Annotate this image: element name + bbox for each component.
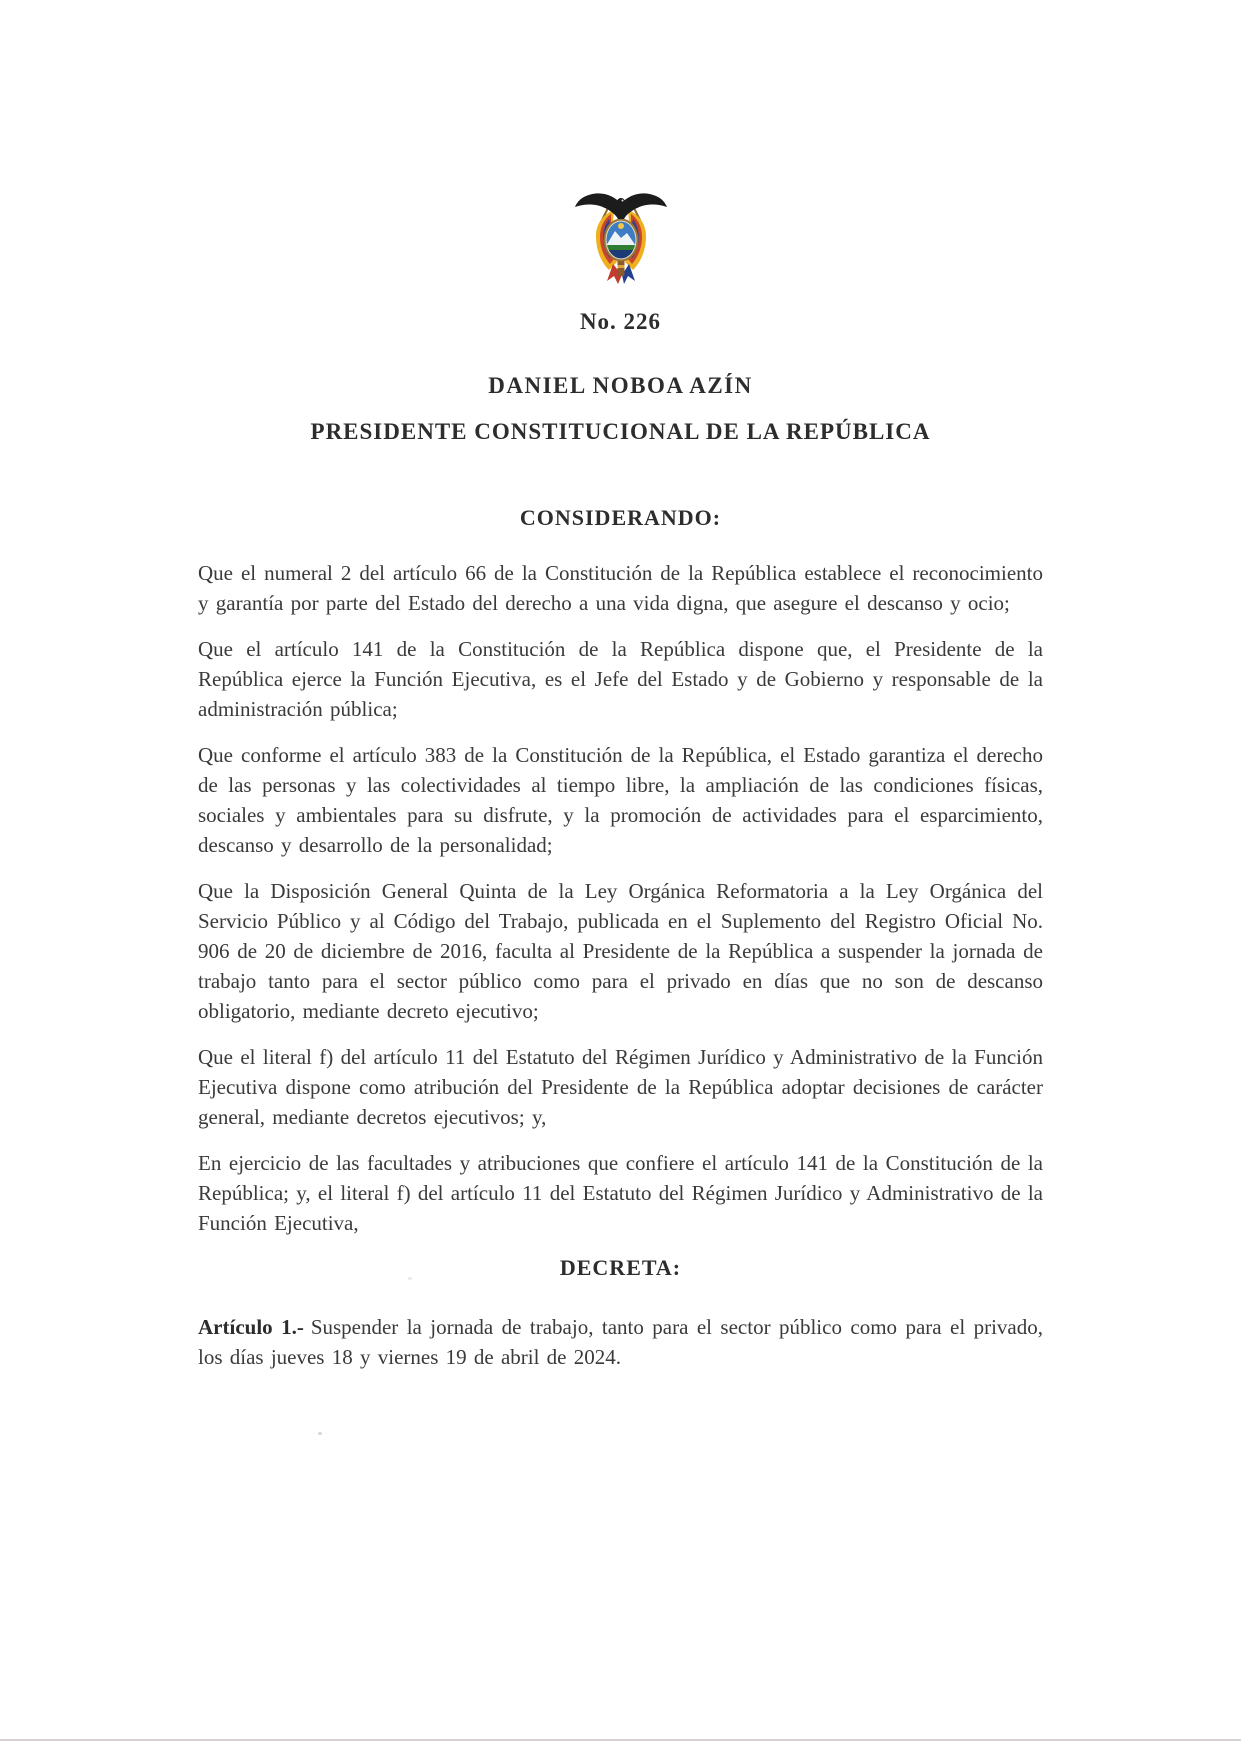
considering-clause: Que la Disposición General Quinta de la Ley Orgánica Reformatoria a la Ley Orgánica del Servicio Público y al Código del Trabajo, publicada en el Suplemento del Registro Oficial No. 906 de 20 de diciembre de 2016, faculta al Presidente de la República a suspender la jornada de trabajo tanto para el sector público como para el privado en días que no son de descanso obligatorio, mediante decreto ejecutivo; [198,879,1043,1023]
article-1 [198,1312,1043,1372]
considering-clause: Que conforme el artículo 383 de la Constitución de la República, el Estado garantiza el derecho de las personas y las colectividades al tiempo libre, la ampliación de las condiciones físicas, sociales y ambientales para su disfrute, y la promoción de actividades para el esparcimiento, descanso y desarrollo de la personalidad; [198,743,1043,857]
decree-number: No. 226 [579,309,662,334]
decree-heading: DECRETA: [559,1255,682,1280]
considering-clause: Que el artículo 141 de la Constitución de la República dispone que, el Presidente de la República ejerce la Función Ejecutiva, es el Jefe del Estado y de Gobierno y responsable de la administración pública; [198,637,1043,721]
considering-heading: CONSIDERANDO: [519,505,722,530]
considering-clause: En ejercicio de las facultades y atribuciones que confiere el artículo 141 de la Constitución de la República; y, el literal f) del artículo 11 del Estatuto del Régimen Jurídico y Administrativo de la Función Ejecutiva, [198,1151,1043,1235]
article-1-label: Artículo 1.- [198,1315,304,1339]
condor-icon [575,193,667,219]
considering-clauses [198,558,1043,1238]
ecuador-coat-of-arms [573,188,669,288]
scan-speck [318,1432,322,1435]
coat-of-arms-icon [573,188,669,288]
article-1-text: Suspender la jornada de trabajo, tanto para el sector público como para el privado, los días jueves 18 y viernes 19 de abril de 2024. [198,1315,1043,1369]
page-bottom-rule [0,1739,1241,1741]
considering-clause: Que el numeral 2 del artículo 66 de la Constitución de la República establece el reconocimiento y garantía por parte del Estado del derecho a una vida digna, que asegure el descanso y ocio; [198,561,1043,615]
president-name: DANIEL NOBOA AZÍN [488,373,753,398]
decree-content [198,0,1043,1372]
considering-clause: Que el literal f) del artículo 11 del Estatuto del Régimen Jurídico y Administrativo de la Función Ejecutiva dispone como atribución del Presidente de la República adoptar decisiones de carácter general, mediante decretos ejecutivos; y, [198,1045,1043,1129]
scan-speck [408,1277,412,1280]
president-title: PRESIDENTE CONSTITUCIONAL DE LA REPÚBLICA [310,419,931,444]
